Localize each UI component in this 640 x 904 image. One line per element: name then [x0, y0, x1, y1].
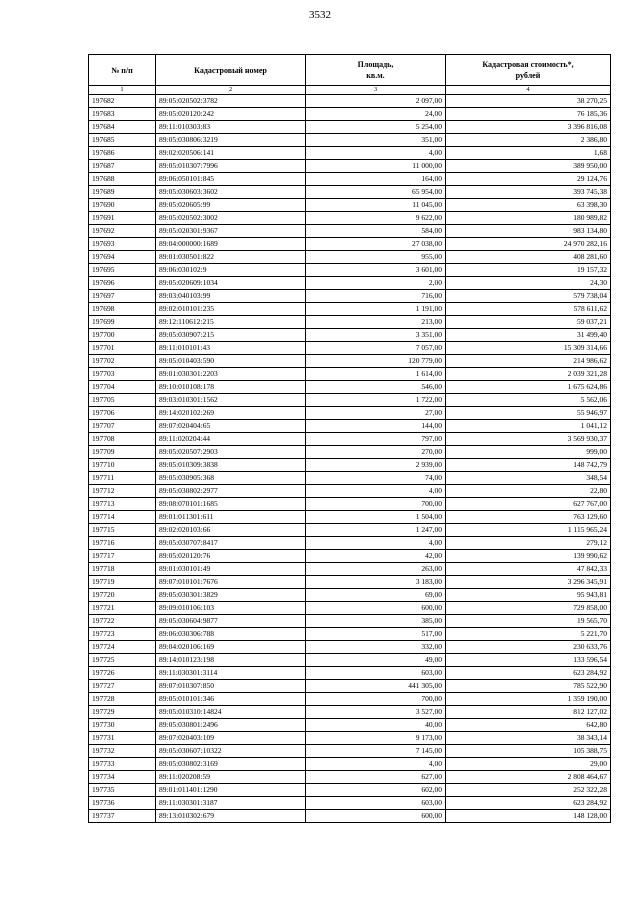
cadastral-number-cell: 89:05:030707:8417: [156, 537, 306, 550]
row-number-cell: 197736: [89, 797, 156, 810]
table-row: [89, 238, 611, 251]
row-number-cell: 197737: [89, 810, 156, 823]
cadastral-number-cell: 89:05:030603:3602: [156, 186, 306, 199]
row-number-cell: 197695: [89, 264, 156, 277]
area-cell: 27 038,00: [306, 238, 446, 251]
row-number-cell: 197692: [89, 225, 156, 238]
cadastral-number-cell: 89:03:040103:99: [156, 290, 306, 303]
table-row: [89, 264, 611, 277]
cadastral-number-cell: 89:05:010101:346: [156, 693, 306, 706]
table-row: [89, 615, 611, 628]
cadastral-number-cell: 89:05:010403:590: [156, 355, 306, 368]
value-cell: 105 388,75: [446, 745, 611, 758]
area-cell: 1 247,00: [306, 524, 446, 537]
value-cell: 5 221,70: [446, 628, 611, 641]
area-cell: 600,00: [306, 810, 446, 823]
area-cell: 144,00: [306, 420, 446, 433]
value-cell: 1,68: [446, 147, 611, 160]
area-cell: 3 601,00: [306, 264, 446, 277]
table-row: [89, 433, 611, 446]
value-cell: 279,12: [446, 537, 611, 550]
value-cell: 230 633,76: [446, 641, 611, 654]
row-number-cell: 197700: [89, 329, 156, 342]
table-row: [89, 589, 611, 602]
area-cell: 2 939,00: [306, 459, 446, 472]
row-number-cell: 197699: [89, 316, 156, 329]
row-number-cell: 197714: [89, 511, 156, 524]
cadastral-number-cell: 89:05:020502:3782: [156, 95, 306, 108]
value-cell: 63 398,30: [446, 199, 611, 212]
cadastral-number-cell: 89:05:020507:2903: [156, 446, 306, 459]
area-cell: 69,00: [306, 589, 446, 602]
value-cell: 180 989,82: [446, 212, 611, 225]
table-row: [89, 225, 611, 238]
cadastral-number-cell: 89:05:010310:14824: [156, 706, 306, 719]
value-cell: 38 270,25: [446, 95, 611, 108]
header-row: [89, 55, 611, 86]
row-number-cell: 197710: [89, 459, 156, 472]
table-row: [89, 277, 611, 290]
value-cell: 2 386,80: [446, 134, 611, 147]
value-cell: 627 767,00: [446, 498, 611, 511]
row-number-cell: 197729: [89, 706, 156, 719]
row-number-cell: 197713: [89, 498, 156, 511]
row-number-cell: 197719: [89, 576, 156, 589]
area-cell: 441 305,00: [306, 680, 446, 693]
row-number-cell: 197687: [89, 160, 156, 173]
table-row: [89, 394, 611, 407]
area-cell: 603,00: [306, 797, 446, 810]
value-cell: 148 128,00: [446, 810, 611, 823]
table-row: [89, 316, 611, 329]
row-number-cell: 197732: [89, 745, 156, 758]
table-row: [89, 173, 611, 186]
row-number-cell: 197730: [89, 719, 156, 732]
area-cell: 2 097,00: [306, 95, 446, 108]
value-cell: 2 039 321,28: [446, 368, 611, 381]
table-row: [89, 550, 611, 563]
area-cell: 27,00: [306, 407, 446, 420]
table-row: [89, 498, 611, 511]
table-row: [89, 524, 611, 537]
cadastral-number-cell: 89:05:030907:215: [156, 329, 306, 342]
header-area: Площадь, кв.м.: [306, 55, 446, 86]
cadastral-number-cell: 89:09:010106:103: [156, 602, 306, 615]
page-number: 3532: [309, 9, 331, 21]
cadastral-number-cell: 89:05:030301:3829: [156, 589, 306, 602]
row-number-cell: 197686: [89, 147, 156, 160]
table-row: [89, 134, 611, 147]
table-row: [89, 446, 611, 459]
cadastral-number-cell: 89:05:030802:3169: [156, 758, 306, 771]
table-row: [89, 186, 611, 199]
row-number-cell: 197716: [89, 537, 156, 550]
table-row: [89, 719, 611, 732]
table-row: [89, 472, 611, 485]
area-cell: 74,00: [306, 472, 446, 485]
area-cell: 603,00: [306, 667, 446, 680]
value-cell: 579 738,04: [446, 290, 611, 303]
table-row: [89, 680, 611, 693]
table-row: [89, 368, 611, 381]
value-cell: 29,00: [446, 758, 611, 771]
value-cell: 348,54: [446, 472, 611, 485]
value-cell: 623 284,92: [446, 797, 611, 810]
table-row: [89, 654, 611, 667]
area-cell: 1 614,00: [306, 368, 446, 381]
row-number-cell: 197723: [89, 628, 156, 641]
cadastral-number-cell: 89:05:030905:368: [156, 472, 306, 485]
value-cell: 95 943,81: [446, 589, 611, 602]
row-number-cell: 197704: [89, 381, 156, 394]
cadastral-number-cell: 89:01:011401:1290: [156, 784, 306, 797]
value-cell: 47 842,33: [446, 563, 611, 576]
value-cell: 76 185,36: [446, 108, 611, 121]
row-number-cell: 197722: [89, 615, 156, 628]
cadastral-number-cell: 89:05:010307:7996: [156, 160, 306, 173]
value-cell: 22,80: [446, 485, 611, 498]
cadastral-number-cell: 89:11:010101:43: [156, 342, 306, 355]
area-cell: 49,00: [306, 654, 446, 667]
table-row: [89, 602, 611, 615]
column-number-1: 1: [89, 86, 156, 95]
table-row: [89, 641, 611, 654]
table-row: [89, 784, 611, 797]
cadastral-number-cell: 89:06:030102:9: [156, 264, 306, 277]
row-number-cell: 197708: [89, 433, 156, 446]
table-row: [89, 251, 611, 264]
value-cell: 2 808 464,67: [446, 771, 611, 784]
cadastral-number-cell: 89:04:020106:169: [156, 641, 306, 654]
row-number-cell: 197682: [89, 95, 156, 108]
table-row: [89, 407, 611, 420]
row-number-cell: 197728: [89, 693, 156, 706]
value-cell: 252 322,28: [446, 784, 611, 797]
cadastral-number-cell: 89:14:020102:269: [156, 407, 306, 420]
area-cell: 1 504,00: [306, 511, 446, 524]
table-row: [89, 381, 611, 394]
header-row-number: № п/п: [89, 55, 156, 86]
area-cell: 5 254,00: [306, 121, 446, 134]
row-number-cell: 197705: [89, 394, 156, 407]
cadastral-number-cell: 89:07:010307:850: [156, 680, 306, 693]
cadastral-number-cell: 89:06:050101:845: [156, 173, 306, 186]
value-cell: 3 296 345,91: [446, 576, 611, 589]
value-cell: 15 309 314,66: [446, 342, 611, 355]
row-number-cell: 197712: [89, 485, 156, 498]
value-cell: 148 742,79: [446, 459, 611, 472]
area-cell: 955,00: [306, 251, 446, 264]
cadastral-number-cell: 89:11:020208:59: [156, 771, 306, 784]
table-header: [89, 55, 611, 95]
table-row: [89, 810, 611, 823]
cadastral-number-cell: 89:01:011301:611: [156, 511, 306, 524]
area-cell: 3 183,00: [306, 576, 446, 589]
row-number-cell: 197718: [89, 563, 156, 576]
area-cell: 700,00: [306, 693, 446, 706]
value-cell: 408 281,60: [446, 251, 611, 264]
value-cell: 1 675 624,86: [446, 381, 611, 394]
value-cell: 38 343,14: [446, 732, 611, 745]
cadastral-number-cell: 89:04:000000:1689: [156, 238, 306, 251]
area-cell: 602,00: [306, 784, 446, 797]
value-cell: 763 129,60: [446, 511, 611, 524]
cadastral-number-cell: 89:05:020301:9367: [156, 225, 306, 238]
area-cell: 11 045,00: [306, 199, 446, 212]
value-cell: 133 596,54: [446, 654, 611, 667]
value-cell: 31 499,40: [446, 329, 611, 342]
table-body: [89, 95, 611, 823]
area-cell: 1 191,00: [306, 303, 446, 316]
header-cadastral-value: Кадастровая стоимость*, рублей: [446, 55, 611, 86]
cadastral-number-cell: 89:01:030501:822: [156, 251, 306, 264]
row-number-cell: 197731: [89, 732, 156, 745]
cadastral-number-cell: 89:05:020120:242: [156, 108, 306, 121]
table-row: [89, 485, 611, 498]
table-row: [89, 355, 611, 368]
cadastral-number-cell: 89:02:020506:141: [156, 147, 306, 160]
value-cell: 3 396 816,08: [446, 121, 611, 134]
table-row: [89, 290, 611, 303]
cadastral-number-cell: 89:12:110612:215: [156, 316, 306, 329]
row-number-cell: 197691: [89, 212, 156, 225]
value-cell: 24 970 282,16: [446, 238, 611, 251]
row-number-cell: 197690: [89, 199, 156, 212]
row-number-cell: 197735: [89, 784, 156, 797]
area-cell: 385,00: [306, 615, 446, 628]
row-number-cell: 197720: [89, 589, 156, 602]
row-number-cell: 197707: [89, 420, 156, 433]
row-number-cell: 197727: [89, 680, 156, 693]
table-row: [89, 199, 611, 212]
cadastral-number-cell: 89:10:010108:178: [156, 381, 306, 394]
cadastral-number-cell: 89:05:020502:3002: [156, 212, 306, 225]
value-cell: 389 950,00: [446, 160, 611, 173]
row-number-cell: 197688: [89, 173, 156, 186]
row-number-cell: 197715: [89, 524, 156, 537]
column-number-4: 4: [446, 86, 611, 95]
cadastral-number-cell: 89:11:030301:3114: [156, 667, 306, 680]
area-cell: 11 000,00: [306, 160, 446, 173]
value-cell: 729 858,00: [446, 602, 611, 615]
area-cell: 3 351,00: [306, 329, 446, 342]
area-cell: 9 173,00: [306, 732, 446, 745]
value-cell: 1 359 190,00: [446, 693, 611, 706]
row-number-cell: 197683: [89, 108, 156, 121]
area-cell: 42,00: [306, 550, 446, 563]
value-cell: 785 522,90: [446, 680, 611, 693]
table-row: [89, 329, 611, 342]
area-cell: 4,00: [306, 147, 446, 160]
area-cell: 40,00: [306, 719, 446, 732]
row-number-cell: 197694: [89, 251, 156, 264]
cadastral-number-cell: 89:14:010123:198: [156, 654, 306, 667]
table-row: [89, 537, 611, 550]
cadastral-number-cell: 89:01:030301:2203: [156, 368, 306, 381]
row-number-cell: 197696: [89, 277, 156, 290]
table-row: [89, 108, 611, 121]
cadastral-number-cell: 89:05:030607:10322: [156, 745, 306, 758]
table-row: [89, 342, 611, 355]
value-cell: 812 127,02: [446, 706, 611, 719]
value-cell: 999,00: [446, 446, 611, 459]
row-number-cell: 197693: [89, 238, 156, 251]
value-cell: 393 745,38: [446, 186, 611, 199]
row-number-cell: 197709: [89, 446, 156, 459]
table-row: [89, 459, 611, 472]
value-cell: 55 946,97: [446, 407, 611, 420]
row-number-cell: 197701: [89, 342, 156, 355]
table-row: [89, 797, 611, 810]
cadastral-number-cell: 89:03:010301:1562: [156, 394, 306, 407]
header-cadastral-number: Кадастровый номер: [156, 55, 306, 86]
area-cell: 263,00: [306, 563, 446, 576]
value-cell: 983 134,80: [446, 225, 611, 238]
area-cell: 65 954,00: [306, 186, 446, 199]
value-cell: 24,30: [446, 277, 611, 290]
area-cell: 517,00: [306, 628, 446, 641]
cadastral-number-cell: 89:05:030806:3219: [156, 134, 306, 147]
table-row: [89, 706, 611, 719]
area-cell: 24,00: [306, 108, 446, 121]
area-cell: 700,00: [306, 498, 446, 511]
value-cell: 1 115 965,24: [446, 524, 611, 537]
value-cell: 59 037,21: [446, 316, 611, 329]
row-number-cell: 197717: [89, 550, 156, 563]
cadastral-number-cell: 89:07:020404:65: [156, 420, 306, 433]
cadastral-number-cell: 89:05:010309:3838: [156, 459, 306, 472]
area-cell: 4,00: [306, 758, 446, 771]
value-cell: 623 284,92: [446, 667, 611, 680]
value-cell: 29 124,76: [446, 173, 611, 186]
area-cell: 120 779,00: [306, 355, 446, 368]
table-row: [89, 511, 611, 524]
value-cell: 3 569 930,37: [446, 433, 611, 446]
value-cell: 214 986,62: [446, 355, 611, 368]
cadastral-number-cell: 89:05:020120:76: [156, 550, 306, 563]
row-number-cell: 197706: [89, 407, 156, 420]
cadastral-number-cell: 89:13:010302:679: [156, 810, 306, 823]
cadastral-number-cell: 89:11:010303:83: [156, 121, 306, 134]
table-row: [89, 732, 611, 745]
table-row: [89, 628, 611, 641]
area-cell: 7 145,00: [306, 745, 446, 758]
row-number-cell: 197684: [89, 121, 156, 134]
area-cell: 1 722,00: [306, 394, 446, 407]
row-number-cell: 197734: [89, 771, 156, 784]
column-number-2: 2: [156, 86, 306, 95]
value-cell: 19 565,70: [446, 615, 611, 628]
area-cell: 213,00: [306, 316, 446, 329]
column-number-3: 3: [306, 86, 446, 95]
value-cell: 5 562,06: [446, 394, 611, 407]
area-cell: 797,00: [306, 433, 446, 446]
table-row: [89, 745, 611, 758]
table-row: [89, 212, 611, 225]
value-cell: 139 990,62: [446, 550, 611, 563]
area-cell: 270,00: [306, 446, 446, 459]
row-number-cell: 197685: [89, 134, 156, 147]
table-row: [89, 420, 611, 433]
area-cell: 584,00: [306, 225, 446, 238]
value-cell: 19 157,32: [446, 264, 611, 277]
cadastral-number-cell: 89:06:030306:788: [156, 628, 306, 641]
table-row: [89, 303, 611, 316]
table-row: [89, 95, 611, 108]
cadastral-number-cell: 89:05:020609:1034: [156, 277, 306, 290]
cadastral-number-cell: 89:02:010101:235: [156, 303, 306, 316]
area-cell: 3 527,00: [306, 706, 446, 719]
value-cell: 578 611,62: [446, 303, 611, 316]
table-row: [89, 771, 611, 784]
value-cell: 1 041,12: [446, 420, 611, 433]
cadastral-number-cell: 89:01:030101:49: [156, 563, 306, 576]
cadastral-number-cell: 89:02:020103:66: [156, 524, 306, 537]
value-cell: 642,80: [446, 719, 611, 732]
table-row: [89, 667, 611, 680]
area-cell: 4,00: [306, 537, 446, 550]
cadastral-number-cell: 89:07:020403:109: [156, 732, 306, 745]
cadastral-number-cell: 89:11:030301:3187: [156, 797, 306, 810]
area-cell: 351,00: [306, 134, 446, 147]
row-number-cell: 197689: [89, 186, 156, 199]
area-cell: 2,00: [306, 277, 446, 290]
area-cell: 600,00: [306, 602, 446, 615]
row-number-cell: 197698: [89, 303, 156, 316]
area-cell: 4,00: [306, 485, 446, 498]
table-row: [89, 160, 611, 173]
area-cell: 716,00: [306, 290, 446, 303]
row-number-cell: 197711: [89, 472, 156, 485]
row-number-cell: 197733: [89, 758, 156, 771]
table-row: [89, 693, 611, 706]
row-number-cell: 197725: [89, 654, 156, 667]
table-row: [89, 147, 611, 160]
column-number-row: [89, 86, 611, 95]
cadastral-table: [88, 54, 611, 823]
table-row: [89, 563, 611, 576]
row-number-cell: 197697: [89, 290, 156, 303]
cadastral-number-cell: 89:05:020605:99: [156, 199, 306, 212]
table-row: [89, 121, 611, 134]
area-cell: 546,00: [306, 381, 446, 394]
area-cell: 332,00: [306, 641, 446, 654]
cadastral-number-cell: 89:05:030802:2977: [156, 485, 306, 498]
area-cell: 7 057,00: [306, 342, 446, 355]
cadastral-number-cell: 89:08:070101:1685: [156, 498, 306, 511]
cadastral-number-cell: 89:05:030801:2496: [156, 719, 306, 732]
row-number-cell: 197702: [89, 355, 156, 368]
row-number-cell: 197721: [89, 602, 156, 615]
cadastral-number-cell: 89:05:030604:9877: [156, 615, 306, 628]
row-number-cell: 197724: [89, 641, 156, 654]
area-cell: 627,00: [306, 771, 446, 784]
cadastral-number-cell: 89:07:010101:7676: [156, 576, 306, 589]
area-cell: 164,00: [306, 173, 446, 186]
row-number-cell: 197703: [89, 368, 156, 381]
table-row: [89, 758, 611, 771]
row-number-cell: 197726: [89, 667, 156, 680]
cadastral-number-cell: 89:11:020204:44: [156, 433, 306, 446]
area-cell: 9 622,00: [306, 212, 446, 225]
table-row: [89, 576, 611, 589]
